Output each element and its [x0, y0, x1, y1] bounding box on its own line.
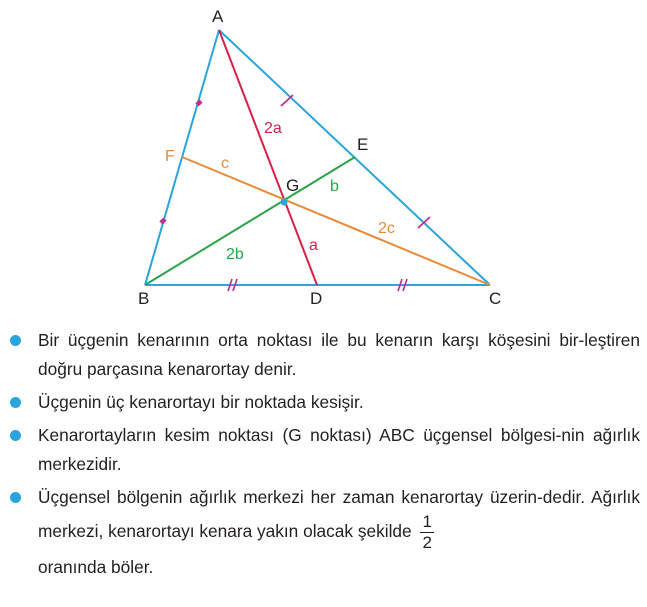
bullet-item-ratio [10, 483, 640, 582]
bullet-item-intersection [10, 388, 640, 417]
segment-label-fg: c [221, 155, 229, 172]
bullet-text: Kenarortayların kesim noktası (G noktası) ABC üçgensel bölgesi-nin ağırlık merkezidir. [38, 425, 640, 474]
bullet-list [10, 326, 640, 586]
bullet-item-definition [10, 326, 640, 384]
tick-mark-ab-lower [160, 219, 166, 224]
vertex-label-b: B [138, 289, 150, 308]
bullet-text: Bir üçgenin kenarının orta noktası ile bu kenarın karşı köşesini bir-leştiren doğru parçasına kenarortay denir. [38, 330, 640, 379]
segment-label-gd: a [309, 237, 318, 254]
fraction-one-half [420, 512, 433, 553]
vertex-label-g: G [286, 176, 300, 195]
bullet-item-centroid [10, 421, 640, 479]
bullet-text-end: oranında böler. [38, 557, 154, 577]
bullet-text: Üçgensel bölgenin ağırlık merkezi her zaman kenarortay üzerin-dedir. Ağırlık merkezi, kenarortayı kenara yakın olacak şekilde [38, 487, 640, 542]
fraction-numerator: 1 [422, 512, 432, 531]
centroid-point [281, 199, 288, 206]
vertex-label-c: C [489, 289, 502, 308]
vertex-label-e: E [357, 135, 369, 154]
fraction-denominator: 2 [422, 533, 432, 552]
vertex-label-d: D [310, 289, 323, 308]
tick-mark-ae [281, 95, 293, 106]
segment-label-gc: 2c [378, 220, 395, 237]
vertex-label-f: F [165, 148, 175, 165]
segment-label-ag: 2a [264, 120, 282, 137]
bullet-text: Üçgenin üç kenarortayı bir noktada kesişir. [38, 392, 364, 412]
segment-label-ge: b [330, 178, 339, 195]
vertex-label-a: A [212, 7, 224, 26]
median-cf [182, 157, 490, 285]
segment-label-bg: 2b [226, 246, 244, 263]
